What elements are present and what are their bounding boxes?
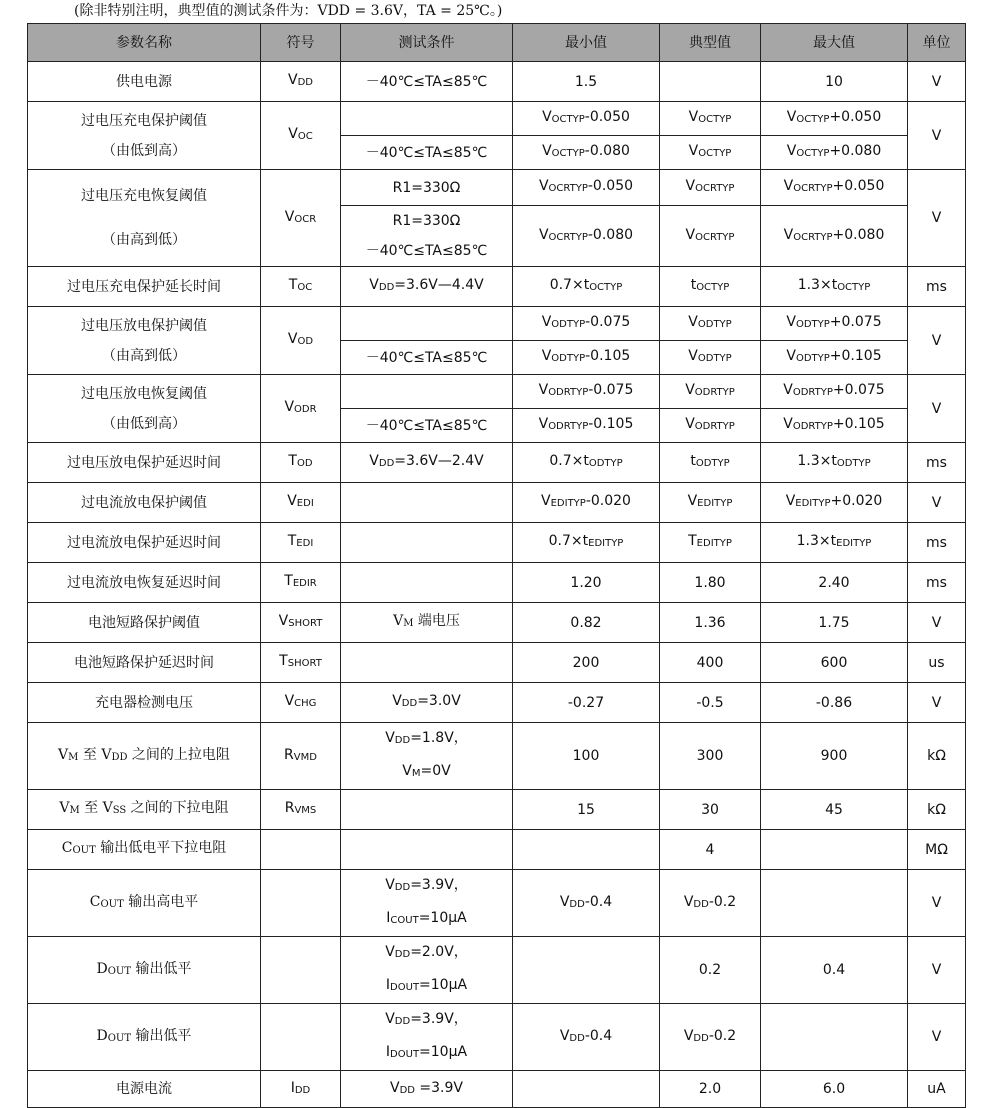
- typ-value: 400: [660, 643, 761, 683]
- test-condition: [341, 375, 513, 409]
- max-value: [761, 830, 908, 870]
- test-condition: [341, 483, 513, 523]
- max-value: 1.75: [761, 603, 908, 643]
- max-value: 1.3×tODTYP: [761, 443, 908, 483]
- table-row: [28, 523, 966, 563]
- typ-value: 300: [660, 723, 761, 790]
- min-value: [513, 830, 660, 870]
- symbol: VDD: [261, 62, 341, 102]
- min-value: [513, 937, 660, 1004]
- max-value: VODTYP+0.105: [761, 341, 908, 375]
- max-value: VODTYP+0.075: [761, 307, 908, 341]
- unit: kΩ: [908, 723, 966, 790]
- symbol: TSHORT: [261, 643, 341, 683]
- table-row: [28, 62, 966, 102]
- symbol: [261, 937, 341, 1004]
- unit: V: [908, 483, 966, 523]
- header-max: 最大值: [761, 24, 908, 62]
- typ-value: VODTYP: [660, 307, 761, 341]
- typ-value: VOCRTYP: [660, 170, 761, 206]
- unit: MΩ: [908, 830, 966, 870]
- typ-value: VODRTYP: [660, 409, 761, 443]
- table-row: [28, 1071, 966, 1108]
- max-value: [761, 870, 908, 937]
- param-name: 过电流放电保护延迟时间: [28, 523, 261, 563]
- test-condition: [341, 830, 513, 870]
- min-value: 0.7×tODTYP: [513, 443, 660, 483]
- typ-value: VOCRTYP: [660, 206, 761, 267]
- max-value: VODRTYP+0.075: [761, 375, 908, 409]
- min-value: 1.5: [513, 62, 660, 102]
- symbol: TOD: [261, 443, 341, 483]
- min-value: 15: [513, 790, 660, 830]
- header-unit: 单位: [908, 24, 966, 62]
- test-condition: [341, 523, 513, 563]
- min-value: 0.82: [513, 603, 660, 643]
- unit: V: [908, 375, 966, 443]
- min-value: VOCRTYP-0.050: [513, 170, 660, 206]
- symbol: VCHG: [261, 683, 341, 723]
- symbol: VOC: [261, 102, 341, 170]
- typ-value: VDD-0.2: [660, 870, 761, 937]
- table-row: [28, 267, 966, 307]
- unit: V: [908, 683, 966, 723]
- param-name: VM 至 VSS 之间的下拉电阻: [28, 790, 261, 830]
- test-condition: VDD=1.8V， VM=0V: [341, 723, 513, 790]
- table-row: [28, 683, 966, 723]
- header-symbol: 符号: [261, 24, 341, 62]
- unit: V: [908, 62, 966, 102]
- max-value: 900: [761, 723, 908, 790]
- table-row: [28, 102, 966, 136]
- typ-value: VOCTYP: [660, 102, 761, 136]
- min-value: VDD-0.4: [513, 870, 660, 937]
- header-row: [28, 24, 966, 62]
- test-condition: VDD=3.9V， IDOUT=10μA: [341, 1004, 513, 1071]
- table-row: [28, 937, 966, 1004]
- max-value: 600: [761, 643, 908, 683]
- header-min: 最小值: [513, 24, 660, 62]
- unit: V: [908, 870, 966, 937]
- max-value: 1.3×tEDITYP: [761, 523, 908, 563]
- test-condition: VM 端电压: [341, 603, 513, 643]
- typ-value: [660, 62, 761, 102]
- unit: us: [908, 643, 966, 683]
- test-condition: [341, 102, 513, 136]
- param-name: 供电电源: [28, 62, 261, 102]
- max-value: -0.86: [761, 683, 908, 723]
- typ-value: 1.36: [660, 603, 761, 643]
- min-value: VDD-0.4: [513, 1004, 660, 1071]
- header-typ: 典型值: [660, 24, 761, 62]
- param-name: 电源电流: [28, 1071, 261, 1108]
- max-value: 1.3×tOCTYP: [761, 267, 908, 307]
- test-condition: [341, 307, 513, 341]
- max-value: VOCTYP+0.080: [761, 136, 908, 170]
- max-value: VODRTYP+0.105: [761, 409, 908, 443]
- unit: ms: [908, 523, 966, 563]
- unit: V: [908, 603, 966, 643]
- symbol: [261, 830, 341, 870]
- param-name: 过电压放电保护延迟时间: [28, 443, 261, 483]
- table-row: [28, 643, 966, 683]
- symbol: VSHORT: [261, 603, 341, 643]
- param-name: 过电流放电保护阈值: [28, 483, 261, 523]
- typ-value: 30: [660, 790, 761, 830]
- test-condition: R1=330Ω －40℃≤TA≤85℃: [341, 206, 513, 267]
- unit: V: [908, 102, 966, 170]
- unit: ms: [908, 563, 966, 603]
- typ-value: 2.0: [660, 1071, 761, 1108]
- table-row: [28, 443, 966, 483]
- param-name: 电池短路保护延迟时间: [28, 643, 261, 683]
- typ-value: -0.5: [660, 683, 761, 723]
- param-name: 过电流放电恢复延迟时间: [28, 563, 261, 603]
- min-value: VOCRTYP-0.080: [513, 206, 660, 267]
- param-name: 过电压充电保护延长时间: [28, 267, 261, 307]
- test-condition: VDD=3.0V: [341, 683, 513, 723]
- typ-value: VDD-0.2: [660, 1004, 761, 1071]
- max-value: 2.40: [761, 563, 908, 603]
- table-row: [28, 307, 966, 341]
- typ-value: VOCTYP: [660, 136, 761, 170]
- typ-value: TEDITYP: [660, 523, 761, 563]
- test-condition: －40℃≤TA≤85℃: [341, 409, 513, 443]
- param-name: 过电压放电保护阈值 （由高到低）: [28, 307, 261, 375]
- max-value: VOCRTYP+0.050: [761, 170, 908, 206]
- unit: ms: [908, 267, 966, 307]
- min-value: [513, 1071, 660, 1108]
- symbol: IDD: [261, 1071, 341, 1108]
- unit: ms: [908, 443, 966, 483]
- min-value: 1.20: [513, 563, 660, 603]
- min-value: VODTYP-0.105: [513, 341, 660, 375]
- table-row: [28, 723, 966, 790]
- test-condition: VDD=3.6V—2.4V: [341, 443, 513, 483]
- electrical-characteristics-table: [27, 23, 966, 1108]
- param-name: 过电压充电恢复阈值 （由高到低）: [28, 170, 261, 267]
- min-value: 200: [513, 643, 660, 683]
- test-condition: [341, 563, 513, 603]
- typ-value: 0.2: [660, 937, 761, 1004]
- min-value: 100: [513, 723, 660, 790]
- symbol: TEDIR: [261, 563, 341, 603]
- symbol: [261, 1004, 341, 1071]
- unit: V: [908, 170, 966, 267]
- max-value: 45: [761, 790, 908, 830]
- header-param-name: 参数名称: [28, 24, 261, 62]
- symbol: VODR: [261, 375, 341, 443]
- table-row: [28, 603, 966, 643]
- header-test-condition: 测试条件: [341, 24, 513, 62]
- min-value: VOCTYP-0.050: [513, 102, 660, 136]
- test-condition: VDD =3.9V: [341, 1071, 513, 1108]
- unit: uA: [908, 1071, 966, 1108]
- param-name: DOUT 输出低平: [28, 1004, 261, 1071]
- typ-value: VEDITYP: [660, 483, 761, 523]
- param-name: VM 至 VDD 之间的上拉电阻: [28, 723, 261, 790]
- symbol: RVMD: [261, 723, 341, 790]
- table-row: [28, 870, 966, 937]
- symbol: RVMS: [261, 790, 341, 830]
- unit: V: [908, 1004, 966, 1071]
- param-name: COUT 输出高电平: [28, 870, 261, 937]
- unit: V: [908, 307, 966, 375]
- min-value: -0.27: [513, 683, 660, 723]
- param-name: DOUT 输出低平: [28, 937, 261, 1004]
- test-condition: [341, 790, 513, 830]
- typ-value: VODTYP: [660, 341, 761, 375]
- typ-value: VODRTYP: [660, 375, 761, 409]
- typ-value: 1.80: [660, 563, 761, 603]
- test-condition: VDD=2.0V， IDOUT=10μA: [341, 937, 513, 1004]
- test-condition: [341, 643, 513, 683]
- table-row: [28, 170, 966, 206]
- param-name: COUT 输出低电平下拉电阻: [28, 830, 261, 870]
- test-conditions-note: (除非特别注明，典型值的测试条件为：VDD = 3.6V，TA = 25℃。): [74, 3, 503, 19]
- max-value: VEDITYP+0.020: [761, 483, 908, 523]
- min-value: VODRTYP-0.105: [513, 409, 660, 443]
- test-condition: －40℃≤TA≤85℃: [341, 341, 513, 375]
- max-value: 0.4: [761, 937, 908, 1004]
- table-row: [28, 830, 966, 870]
- max-value: [761, 1004, 908, 1071]
- min-value: VOCTYP-0.080: [513, 136, 660, 170]
- symbol: TOC: [261, 267, 341, 307]
- max-value: VOCTYP+0.050: [761, 102, 908, 136]
- typ-value: tOCTYP: [660, 267, 761, 307]
- test-condition: VDD=3.6V—4.4V: [341, 267, 513, 307]
- symbol: [261, 870, 341, 937]
- test-condition: VDD=3.9V， ICOUT=10μA: [341, 870, 513, 937]
- min-value: 0.7×tEDITYP: [513, 523, 660, 563]
- min-value: VEDITYP-0.020: [513, 483, 660, 523]
- table-row: [28, 563, 966, 603]
- typ-value: 4: [660, 830, 761, 870]
- typ-value: tODTYP: [660, 443, 761, 483]
- max-value: VOCRTYP+0.080: [761, 206, 908, 267]
- min-value: 0.7×tOCTYP: [513, 267, 660, 307]
- param-name: 电池短路保护阈值: [28, 603, 261, 643]
- param-name: 过电压放电恢复阈值 （由低到高）: [28, 375, 261, 443]
- test-condition: －40℃≤TA≤85℃: [341, 62, 513, 102]
- symbol: VEDI: [261, 483, 341, 523]
- unit: kΩ: [908, 790, 966, 830]
- test-condition: R1=330Ω: [341, 170, 513, 206]
- table-row: [28, 483, 966, 523]
- test-condition: －40℃≤TA≤85℃: [341, 136, 513, 170]
- unit: V: [908, 937, 966, 1004]
- symbol: TEDI: [261, 523, 341, 563]
- min-value: VODTYP-0.075: [513, 307, 660, 341]
- symbol: VOCR: [261, 170, 341, 267]
- max-value: 6.0: [761, 1071, 908, 1108]
- param-name: 充电器检测电压: [28, 683, 261, 723]
- symbol: VOD: [261, 307, 341, 375]
- table-row: [28, 790, 966, 830]
- param-name: 过电压充电保护阈值 （由低到高）: [28, 102, 261, 170]
- table-row: [28, 375, 966, 409]
- table-row: [28, 1004, 966, 1071]
- max-value: 10: [761, 62, 908, 102]
- min-value: VODRTYP-0.075: [513, 375, 660, 409]
